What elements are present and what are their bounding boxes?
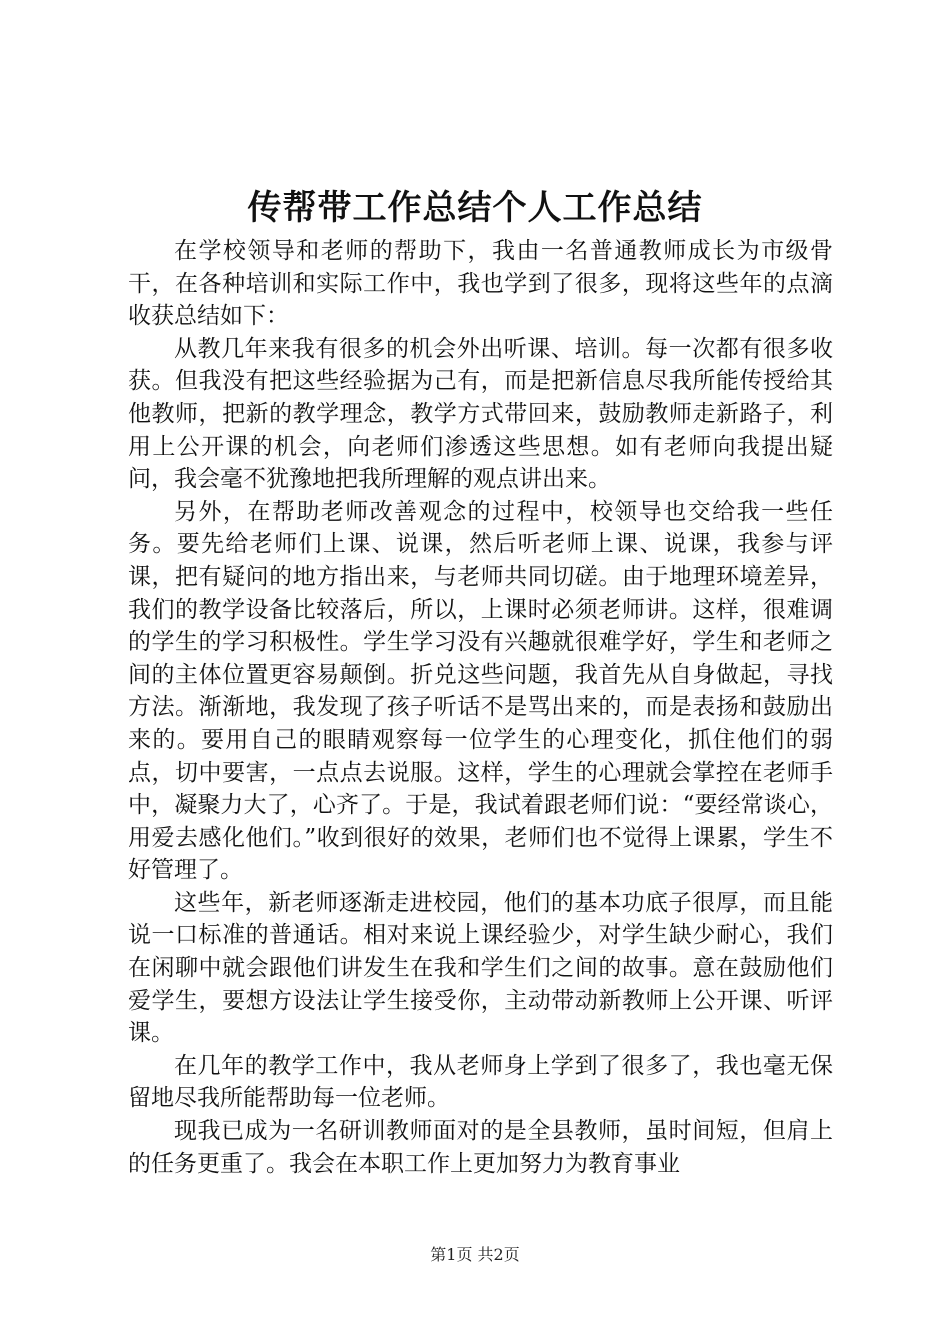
page-number-footer: 第1页 共2页 [430,1245,520,1264]
paragraph-3: 另外，在帮助老师改善观念的过程中，校领导也交给我一些任务。要先给老师们上课、说课，然后听老师上课、说课，我参与评课，把有疑问的地方指出来，与老师共同切磋。由于地理环境差异，我们的教学设备比较落后，所以，上课时必须老师讲。这样，很难调的学生的学习积极性。学生学习没有兴趣就很难学好，学生和老师之间的主体位置更容易颠倒。折兑这些问题，我首先从自身做起，寻找方法。渐渐地，我发现了孩子听话不是骂出来的，而是表扬和鼓励出来的。要用自己的眼睛观察每一位学生的心理变化，抓住他们的弱点，切中要害，一点点去说服。这样，学生的心理就会掌控在老师手中，凝聚力大了，心齐了。于是，我试着跟老师们说：“要经常谈心，用爱去感化他们。”收到很好的效果，老师们也不觉得上课累，学生不好管理了。 [128,498,833,884]
paragraph-1: 在学校领导和老师的帮助下，我由一名普通教师成长为市级骨干，在各种培训和实际工作中，我也学到了很多，现将这些年的点滴收获总结如下： [128,238,833,330]
document-body [128,235,833,1180]
page-title: 传帮带工作总结个人工作总结 [247,188,703,228]
paragraph-4: 这些年，新老师逐渐走进校园，他们的基本功底子很厚，而且能说一口标准的普通话。相对来说上课经验少，对学生缺少耐心，我们在闲聊中就会跟他们讲发生在我和学生们之间的故事。意在鼓励他们爱学生，要想方设法让学生接受你，主动带动新教师上公开课、听评课。 [128,889,833,1047]
paragraph-6: 现我已成为一名研训教师面对的是全县教师，虽时间短，但肩上的任务更重了。我会在本职工作上更加努力为教育事业 [128,1118,833,1177]
paragraph-5: 在几年的教学工作中，我从老师身上学到了很多了，我也毫无保留地尽我所能帮助每一位老师。 [128,1052,833,1112]
paragraph-2: 从教几年来我有很多的机会外出听课、培训。每一次都有很多收获。但我没有把这些经验据为己有，而是把新信息尽我所能传授给其他教师，把新的教学理念，教学方式带回来，鼓励教师走新路子，利用上公开课的机会，向老师们渗透这些思想。如有老师向我提出疑问，我会毫不犹豫地把我所理解的观点讲出来。 [128,335,833,493]
